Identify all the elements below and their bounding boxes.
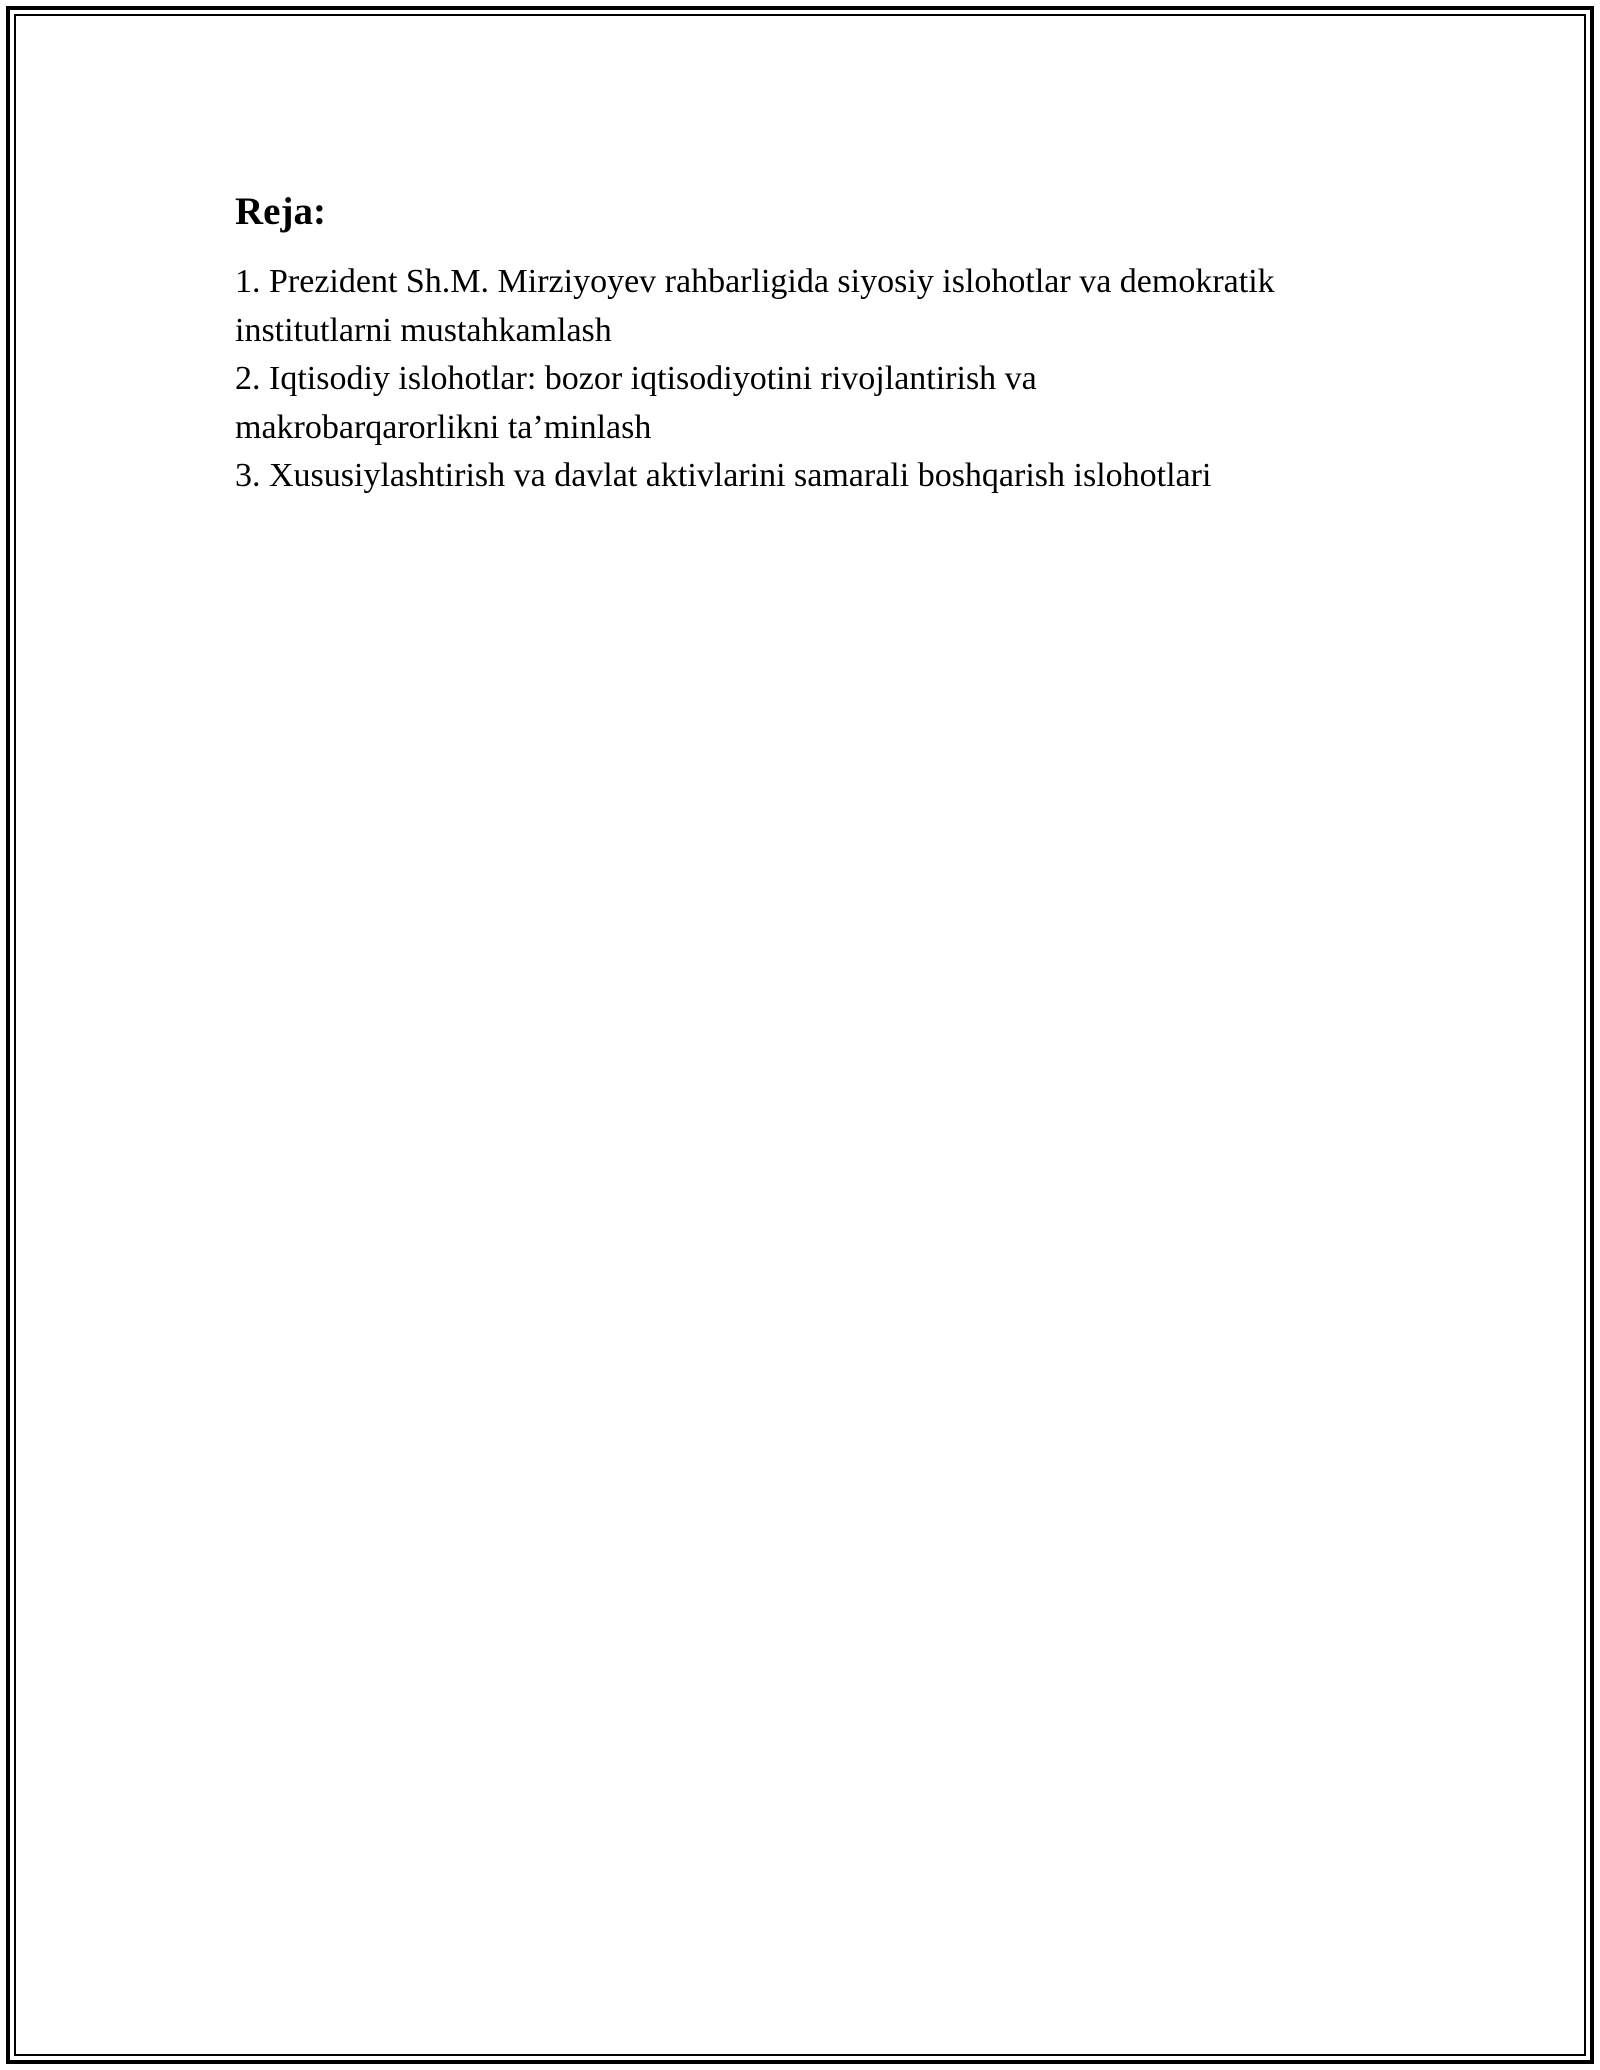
plan-item-1-line-2: institutlarni mustahkamlash [235,311,612,349]
plan-item-2-line-2: makrobarqarorlikni ta’minlash [235,408,652,446]
plan-heading: Reja: [235,190,326,233]
plan-item-1 [235,258,1435,355]
document-body [235,186,1435,501]
plan-item-2 [235,355,1435,452]
plan-item-2-line-1: 2. Iqtisodiy islohotlar: bozor iqtisodiyotini rivojlantirish va [235,360,1037,397]
plan-item-3-line-1: 3. Xususiylashtirish va davlat aktivlarini samarali boshqarish islohotlari [235,457,1212,494]
plan-list [235,258,1435,501]
plan-item-3 [235,452,1435,501]
plan-item-1-line-1: 1. Prezident Sh.M. Mirziyoyev rahbarligida siyosiy islohotlar va demokratik [235,263,1275,300]
